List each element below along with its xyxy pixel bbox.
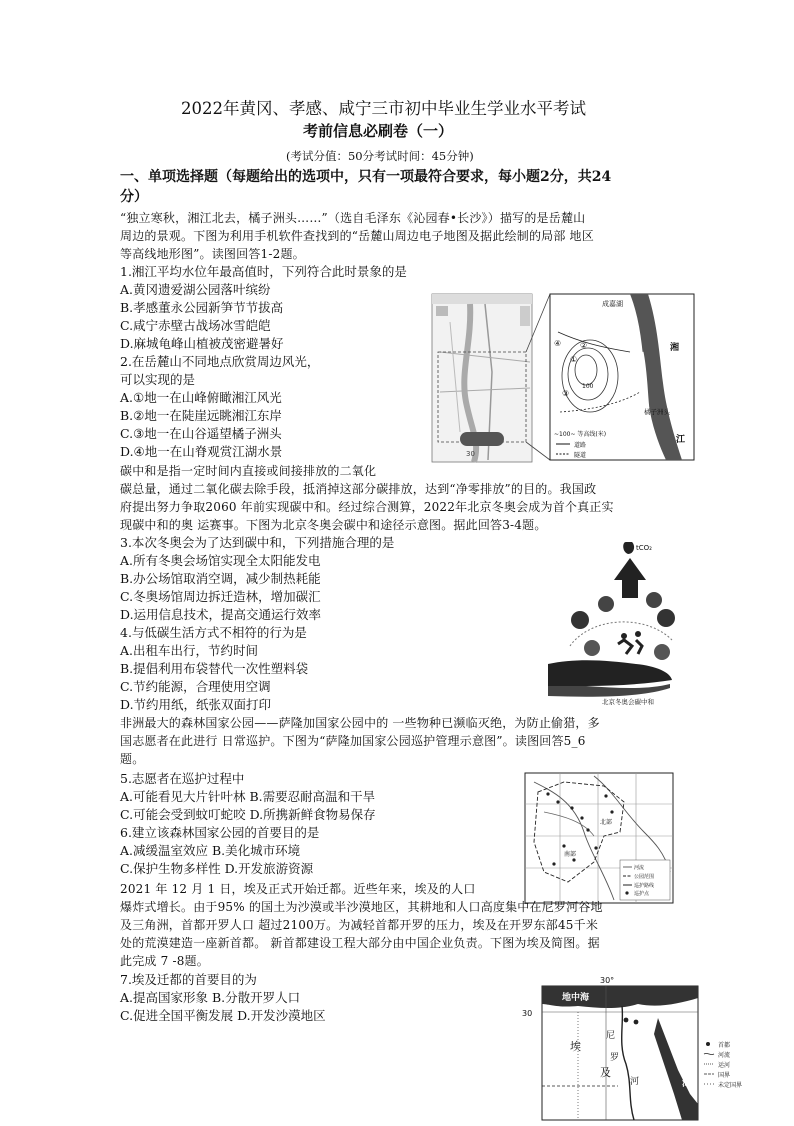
q3-option-c: C.冬奥场馆周边拆迁造林，增加碳汇 (120, 589, 321, 604)
passage-line: 2021 年 12 月 1 日，埃及正式开始迁都。近些年来，埃及的人口 (120, 882, 476, 896)
q4-option-a: A.出租车出行，节约时间 (120, 643, 259, 658)
co2-cloud-icon (623, 542, 652, 554)
svg-text:埃: 埃 (570, 1040, 581, 1053)
q6-options-ab: A.减缓温室效应 B.美化城市环境 (120, 843, 301, 858)
q1-option-c: C.咸宁赤壁古战场冰雪皑皑 (120, 318, 271, 333)
question-1-stem: 1.湘江平均水位年最高值时，下列符合此时景象的是 (120, 264, 407, 279)
section-heading-cont: 分） (120, 189, 148, 205)
question-4-stem: 4.与低碳生活方式不相符的行为是 (120, 625, 307, 640)
question-2-stem-cont: 可以实现的是 (120, 372, 196, 387)
q7-options-ab: A.提高国家形象 B.分散开罗人口 (120, 990, 301, 1005)
q2-option-c: C.③地一在山谷遥望橘子洲头 (120, 426, 282, 441)
passage-line: 国志愿者在此进行 日常巡护。下图为“萨隆加国家公园巡护管理示意图”。读图回答5_6 (120, 734, 586, 748)
question-2-stem: 2.在岳麓山不同地点欣赏周边风光， (120, 354, 320, 369)
hands-icon (548, 660, 672, 686)
section-heading: 一、单项选择题（每题给出的选项中，只有一项最符合要求，每小题2分，共24 (120, 169, 612, 185)
svg-text:运河: 运河 (718, 1062, 731, 1069)
passage-line: 等高线地形图”。读图回答1-2题。 (120, 247, 305, 261)
svg-text:公园范围: 公园范围 (634, 874, 655, 880)
svg-text:南部: 南部 (564, 851, 577, 858)
svg-text:④: ④ (554, 339, 562, 348)
svg-text:北部: 北部 (600, 819, 613, 826)
svg-text:湘: 湘 (670, 343, 680, 353)
q2-option-d: D.④地一在山脊观赏江湖水景 (120, 444, 283, 459)
svg-text:③: ③ (562, 389, 570, 398)
passage-line: “独立寒秋，湘江北去，橘子洲头……”（选自毛泽东《沁园春•长沙》）描写的是岳麓山 (120, 211, 586, 225)
svg-text:30°: 30° (600, 976, 615, 985)
svg-text:橘子洲头: 橘子洲头 (644, 408, 670, 416)
figure-salonga-map (524, 772, 674, 904)
svg-text:30: 30 (522, 1009, 533, 1018)
q6-options-cd: C.保护生物多样性 D.开发旅游资源 (120, 861, 314, 876)
svg-text:首都: 首都 (718, 1042, 731, 1049)
svg-text:~100~ 等高线(米): ~100~ 等高线(米) (554, 431, 607, 438)
svg-text:①: ① (570, 355, 578, 364)
svg-text:巡护点: 巡护点 (634, 891, 650, 897)
svg-text:地中海: 地中海 (562, 993, 590, 1003)
passage-line: 碳中和是指一定时间内直接或间接排放的二氧化 (120, 464, 377, 478)
svg-text:海: 海 (682, 1079, 692, 1089)
passage-line: 题。 (120, 752, 145, 766)
question-7-stem: 7.埃及迁都的首要目的为 (120, 972, 257, 987)
svg-text:未定国界: 未定国界 (718, 1082, 743, 1089)
q5-options-ab: A.可能看见大片针叶林 B.需要忍耐高温和干旱 (120, 789, 376, 804)
svg-text:②: ② (580, 341, 588, 350)
svg-text:隧道: 隧道 (574, 452, 587, 459)
map-legend (704, 1041, 742, 1089)
q5-options-cd: C.可能会受到蚊叮蛇咬 D.所携新鲜食物易保存 (120, 807, 376, 822)
svg-text:江: 江 (676, 435, 686, 445)
passage-line: 现碳中和的奥 运赛事。下图为北京冬奥会碳中和途径示意图。据此回答3-4题。 (120, 518, 547, 532)
passage-line: 爆炸式增长。由于95% 的国土为沙漠或半沙漠地区，其耕地和人口高度集中在尼罗河谷地 (120, 900, 603, 914)
svg-text:及: 及 (600, 1066, 611, 1079)
exam-title: 2022年黄冈、孝感、咸宁三市初中毕业生学业水平考试 (181, 99, 586, 118)
q2-option-b: B.②地一在陡崖远眺湘江东岸 (120, 408, 282, 423)
svg-text:30: 30 (466, 450, 475, 458)
q4-option-c: C.节约能源，合理使用空调 (120, 679, 271, 694)
q4-option-d: D.节约用纸，纸张双面打印 (120, 697, 272, 712)
question-5-stem: 5.志愿者在巡护过程中 (120, 771, 245, 786)
question-6-stem: 6.建立该森林国家公园的首要目的是 (120, 825, 320, 840)
svg-text:河流: 河流 (634, 865, 645, 871)
question-3-stem: 3.本次冬奥会为了达到碳中和，下列措施合理的是 (120, 535, 395, 550)
svg-text:河: 河 (630, 1077, 640, 1087)
svg-text:红: 红 (678, 1061, 688, 1071)
passage-line: 此完成 7 -8题。 (120, 954, 209, 968)
q1-option-b: B.孝感董永公园新笋节节拔高 (120, 300, 284, 315)
svg-text:成嘉湖: 成嘉湖 (602, 300, 623, 308)
figure-egypt-map (518, 974, 768, 1122)
svg-text:巡护路线: 巡护路线 (634, 883, 655, 889)
contour-map (550, 294, 694, 460)
passage-line: 处的荒漠建造一座新首都。 新首都建设工程大部分由中国企业负责。下图为埃及简图。据 (120, 936, 600, 950)
q3-option-d: D.运用信息技术，提高交通运行效率 (120, 607, 322, 622)
svg-text:tCO₂: tCO₂ (636, 544, 652, 552)
svg-text:北京冬奥会碳中和: 北京冬奥会碳中和 (602, 698, 654, 706)
q3-option-a: A.所有冬奥会场馆实现全太阳能发电 (120, 553, 321, 568)
svg-text:道路: 道路 (574, 442, 587, 449)
passage-line: 府提出努力争取2060 年前实现碳中和。经过综合测算，2022年北京冬奥会成为首个真正实 (120, 500, 614, 514)
svg-text:尼: 尼 (606, 1031, 616, 1041)
exam-meta: (考试分值：50分考试时间：45分钟) (286, 149, 474, 163)
q7-options-cd: C.促进全国平衡发展 D.开发沙漠地区 (120, 1008, 326, 1023)
svg-text:国界: 国界 (718, 1072, 731, 1079)
q4-option-b: B.提倡利用布袋替代一次性塑料袋 (120, 661, 309, 676)
figure-carbon-neutral (546, 536, 676, 710)
q1-option-d: D.麻城龟峰山植被茂密避暑好 (120, 336, 284, 351)
svg-text:罗: 罗 (610, 1053, 620, 1063)
passage-line: 及三角洲，首都开罗人口 超过2100万。为减轻首都开罗的压力，埃及在开罗东部45千米 (120, 918, 599, 932)
athletes-icon (618, 631, 642, 654)
phone-map-screenshot (432, 294, 532, 462)
q3-option-b: B.办公场馆取消空调，减少制热耗能 (120, 571, 321, 586)
svg-text:河流: 河流 (718, 1052, 731, 1059)
passage-line: 碳总量，通过二氧化碳去除手段，抵消掉这部分碳排放，达到“净零排放”的目的。我国政 (120, 482, 597, 496)
exam-subtitle: 考前信息必刷卷（一） (303, 122, 454, 140)
figure-yuelu-map (430, 292, 696, 464)
up-arrow-icon (614, 558, 646, 598)
svg-text:100: 100 (582, 383, 594, 390)
q2-option-a: A.①地一在山峰俯瞰湘江风光 (120, 390, 282, 405)
q1-option-a: A.黄冈遗爱湖公园落叶缤纷 (120, 282, 271, 297)
passage-line: 周边的景观。下图为利用手机软件查找到的“岳麓山周边电子地图及据此绘制的局部 地区 (120, 229, 594, 243)
passage-line: 非洲最大的森林国家公园——萨隆加国家公园中的 一些物种已濒临灭绝，为防止偷猎，多 (120, 716, 600, 730)
